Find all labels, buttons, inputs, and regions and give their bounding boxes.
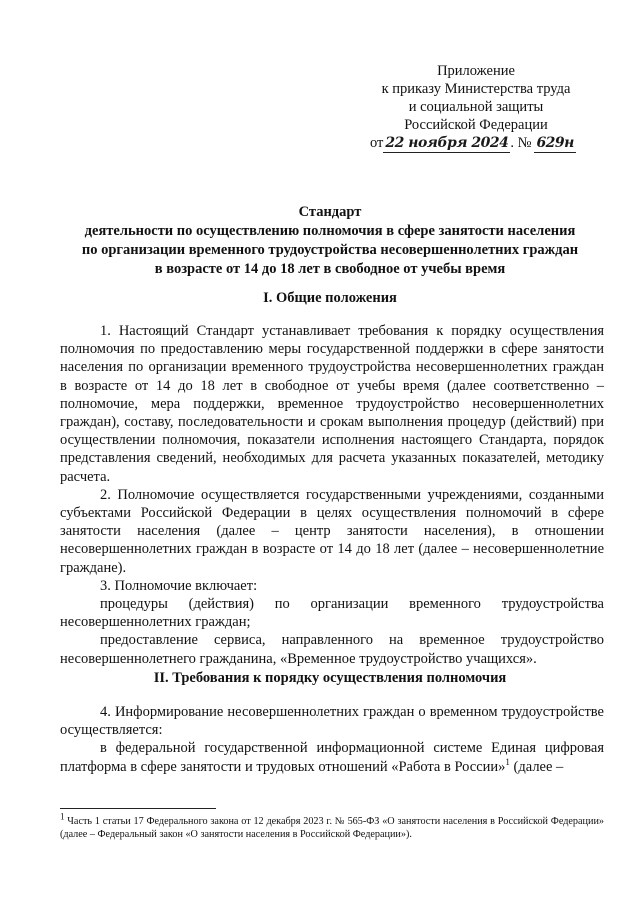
paragraph-3-item-2: предоставление сервиса, направленного на временное трудоустройство несовершеннолетнего гражданина, «Временное трудоустройство учащихся». <box>60 632 604 667</box>
paragraph-4-item-1-tail: (далее – <box>509 758 564 775</box>
section-1-heading: I. Общие положения <box>263 290 397 306</box>
paragraph-1: 1. Настоящий Стандарт устанавливает требования к порядку осуществления полномочия по предоставлению меры государственной поддержки в сфере занятости населения по организации временного трудоустройства несовершеннолетних граждан в возрасте от 14 до 18 лет в свободное от учебы время (далее соответственно – полномочие, мера поддержки, временное трудоустройство несовершеннолетних граждан), составу, последовательности и срокам выполнения процедур (действий) при осуществлении полномочия, показатели исполнения настоящего Стандарта, порядок представления сведений, необходимых для расчета указанных показателей, методику расчета. <box>60 323 604 485</box>
footnote-ref[interactable]: 1 <box>505 756 510 767</box>
footnote-text: Часть 1 статьи 17 Федерального закона от 12 декабря 2023 г. № 565-ФЗ «О занятости населения в Российской Федерации» (далее – Федеральный закон «О занятости населения в Российской Федерации»). <box>60 816 604 840</box>
title-line-1: Стандарт <box>298 204 362 220</box>
appendix-line-2: к приказу Министерства труда <box>381 81 571 97</box>
title-line-4: в возрасте от 14 до 18 лет в свободное от учебы время <box>154 261 506 277</box>
handwritten-date: 22 ноября 2024 <box>385 135 509 151</box>
paragraph-4-item-1-text: в федеральной государственной информационной системе Единая цифровая платформа в сфере занятости и трудовых отношений «Работа в России» <box>60 740 604 775</box>
paragraph-4-item-1 <box>60 739 604 775</box>
paragraph-4: 4. Информирование несовершеннолетних граждан о временном трудоустройстве осуществляется: <box>60 704 604 739</box>
appendix-line-1: Приложение <box>437 63 515 79</box>
section-2-body <box>60 703 604 776</box>
paragraph-2: 2. Полномочие осуществляется государственными учреждениями, созданными субъектами Российской Федерации в целях осуществления полномочий в сфере занятости населения (далее – центр занятости населения), в отношении несовершеннолетних граждан в возрасте от 14 до 18 лет (далее – несовершеннолетние граждане). <box>60 486 604 576</box>
handwritten-number: 629н <box>536 135 574 151</box>
footnote-mark: 1 <box>60 811 65 822</box>
title-line-3: по организации временного трудоустройства несовершеннолетних граждан <box>81 242 579 258</box>
appendix-header <box>356 62 596 153</box>
section-2-heading: II. Требования к порядку осуществления полномочия <box>153 670 507 686</box>
from-label: от <box>370 135 384 151</box>
footnote-separator <box>60 808 216 809</box>
number-label: № <box>517 135 532 151</box>
paragraph-3-item-1: процедуры (действия) по организации временного трудоустройства несовершеннолетних граждан; <box>60 596 604 631</box>
appendix-line-3: и социальной защиты <box>408 99 544 115</box>
document-title <box>60 203 600 279</box>
footnote <box>60 811 604 841</box>
paragraph-3: 3. Полномочие включает: <box>100 577 258 594</box>
title-line-2: деятельности по осуществлению полномочия в сфере занятости населения <box>84 223 576 239</box>
section-1-body <box>60 322 604 668</box>
order-date-number: от 22 ноября 2024 . № 629н <box>370 135 574 151</box>
appendix-line-4: Российской Федерации <box>404 117 548 133</box>
